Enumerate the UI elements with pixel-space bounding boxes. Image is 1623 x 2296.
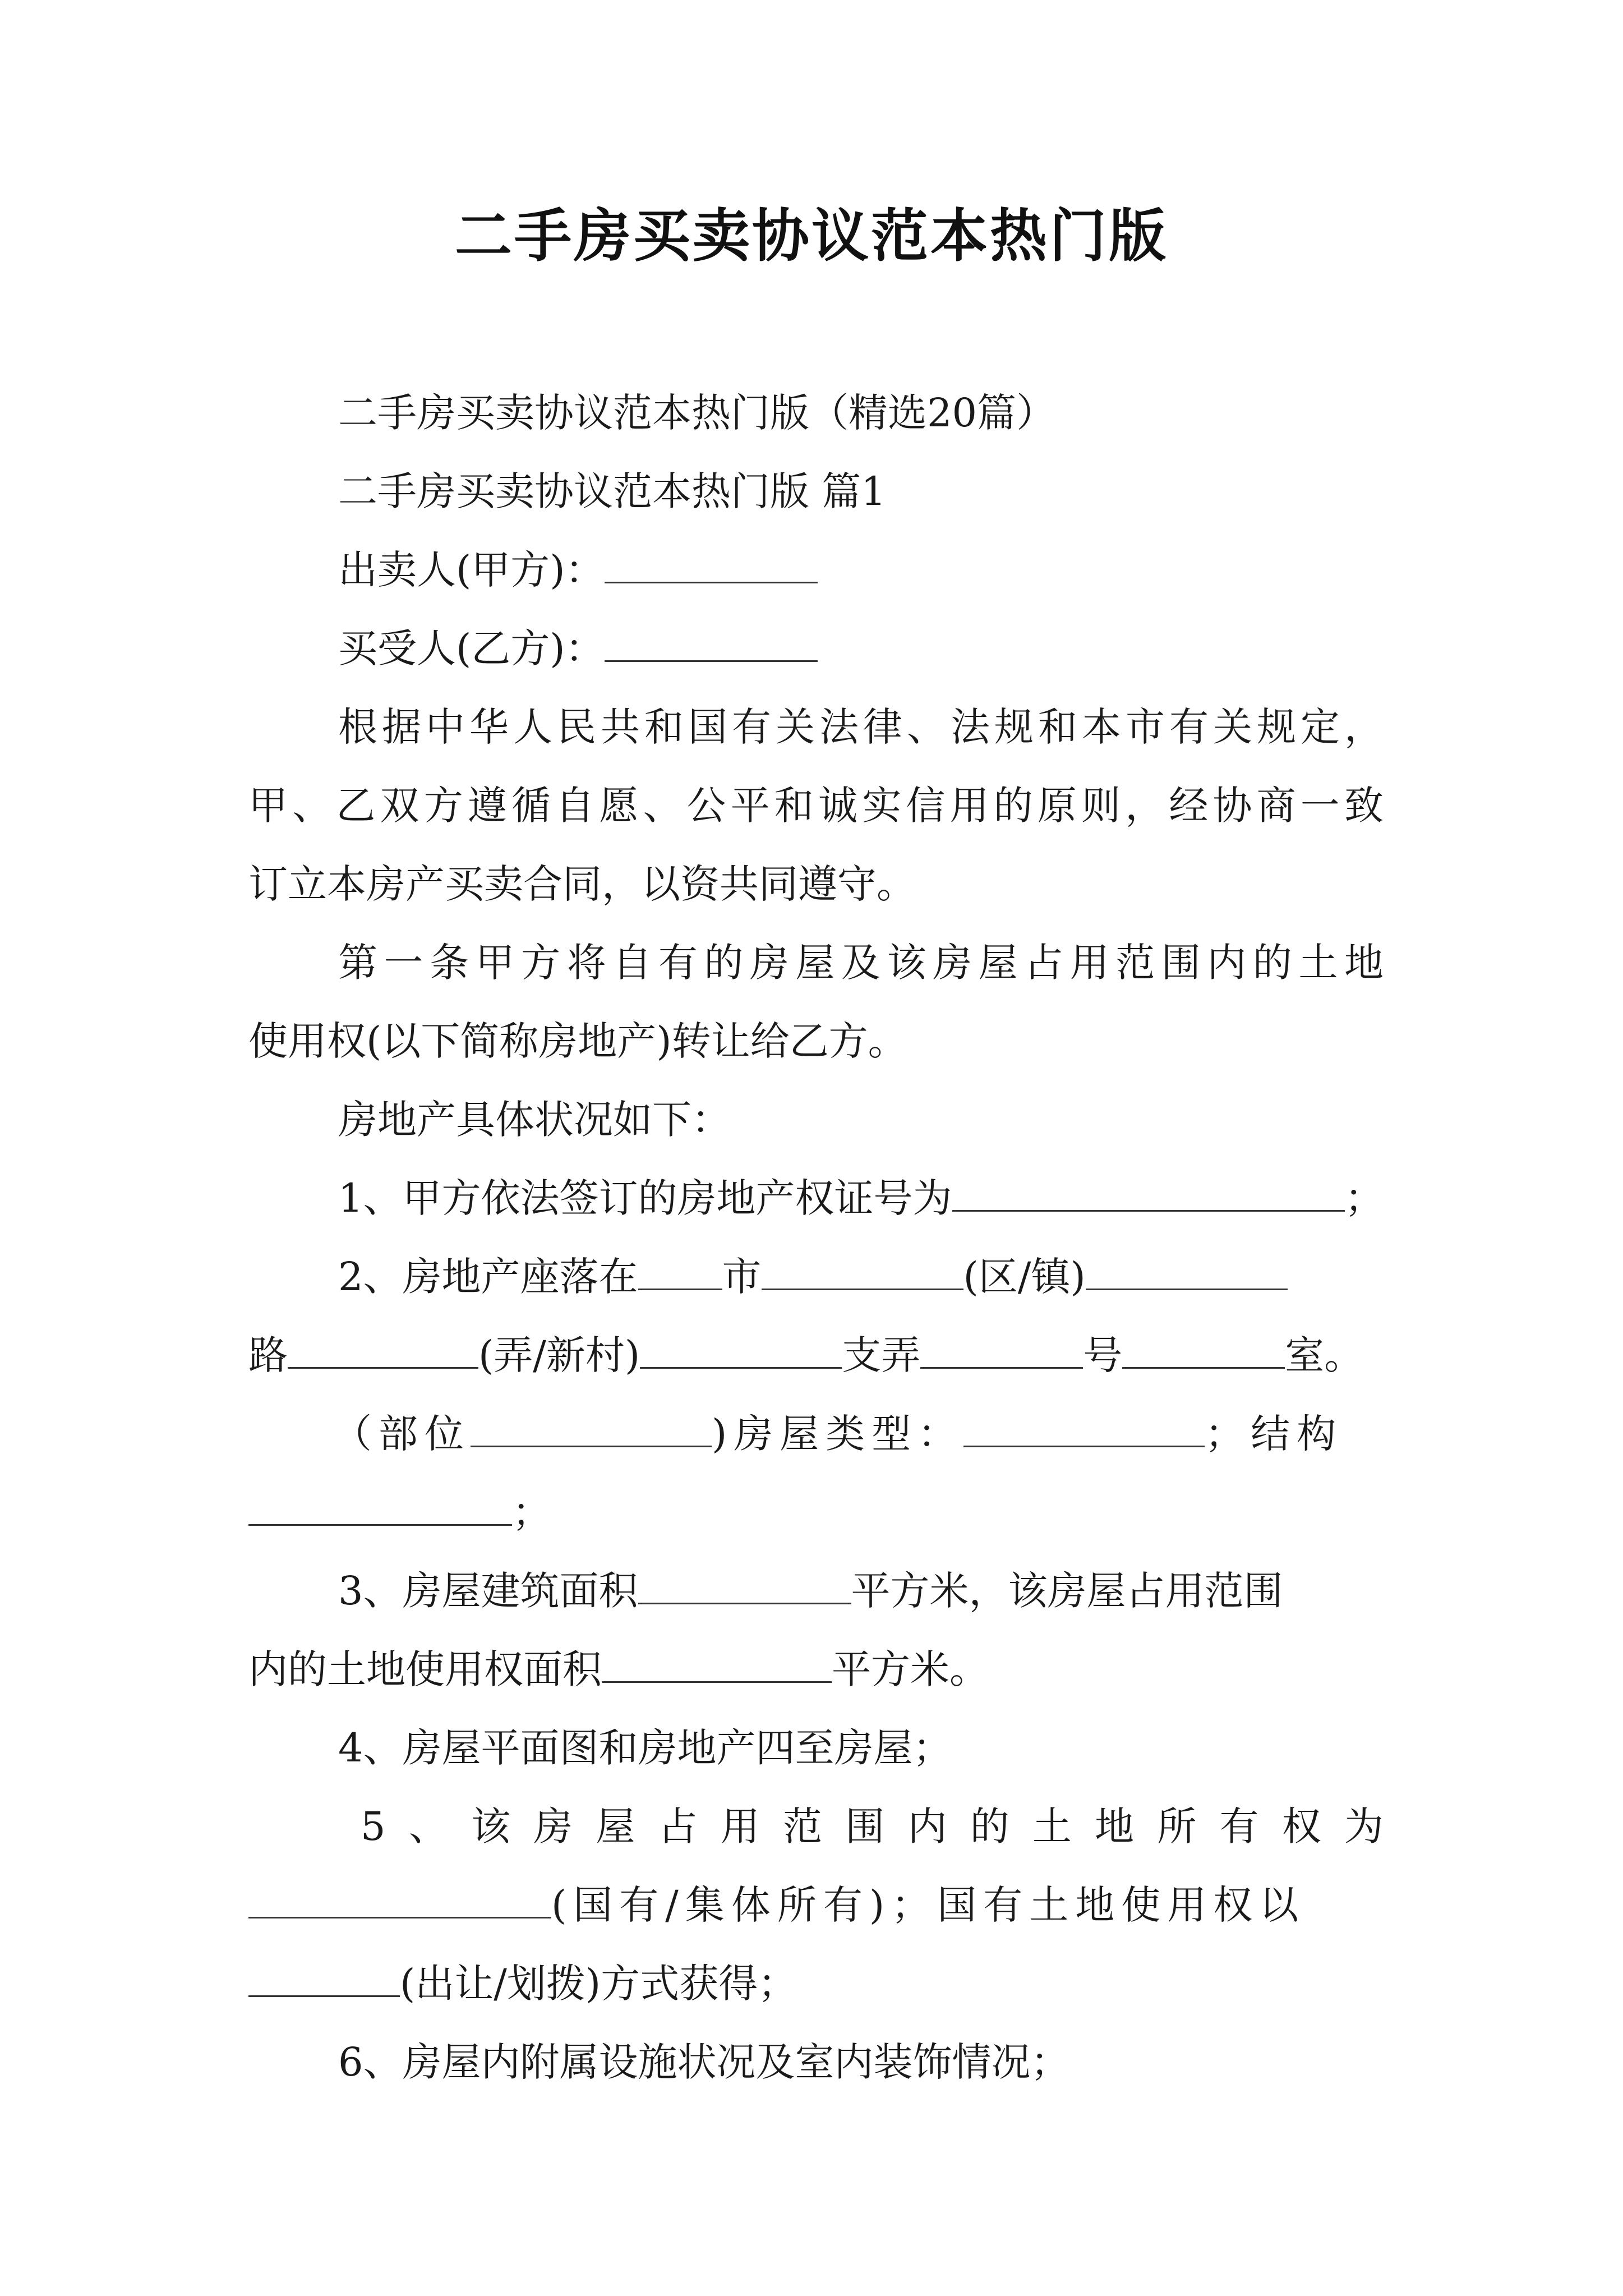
- preamble-line-1: 根据中华人民共和国有关法律、法规和本市有关规定，: [338, 704, 1384, 750]
- item2-end: ；: [512, 1489, 551, 1535]
- item3-mid: 平方米，该房屋占用范围: [851, 1568, 1283, 1614]
- item2-city: 市: [722, 1254, 762, 1300]
- item2-number: 号: [1083, 1332, 1123, 1378]
- seller-line: [248, 531, 1384, 609]
- article1-line-1: 第一条甲方将自有的房屋及该房屋占用范围内的土地: [338, 940, 1384, 986]
- road-blank: [288, 1332, 478, 1369]
- item2-prefix: 2、房地产座落在: [338, 1254, 638, 1300]
- item3-line-2: [248, 1630, 1384, 1709]
- item2-part-open: （部位: [333, 1411, 471, 1457]
- preamble-line-2: 甲、乙双方遵循自愿、公平和诚实信用的原则，经协商一致: [248, 783, 1384, 829]
- item2-line-1: [248, 1237, 1384, 1316]
- number-blank: [1122, 1332, 1285, 1369]
- item2-lane: (弄/新村): [478, 1332, 640, 1378]
- house-type-blank: [963, 1411, 1205, 1447]
- item5-line-1: 5、该房屋占用范围内的土地所有权为: [361, 1803, 1384, 1849]
- item2-district: (区/镇): [963, 1254, 1086, 1300]
- branch-lane-blank: [920, 1332, 1083, 1369]
- road-name-blank: [1086, 1254, 1288, 1290]
- method-blank: [248, 1961, 400, 1997]
- item3-prefix: 3、房屋建筑面积: [338, 1568, 638, 1614]
- deed-number-blank: [952, 1175, 1345, 1212]
- buyer-label: 买受人(乙方)：: [338, 625, 605, 671]
- item5-line-2: [248, 1866, 1384, 1944]
- seller-blank: [605, 547, 818, 583]
- article1-line-2: 使用权(以下简称房地产)转让给乙方。: [248, 1018, 907, 1064]
- item2-line-2: [248, 1316, 1384, 1395]
- item3-end: 平方米。: [832, 1646, 989, 1692]
- item5-ownership: (国有/集体所有)；国有土地使用权以: [551, 1882, 1306, 1928]
- item3-line2: 内的土地使用权面积: [248, 1646, 602, 1692]
- item2-structure: ；结构: [1205, 1411, 1343, 1457]
- chapter-heading: 二手房买卖协议范本热门版 篇1: [338, 468, 886, 514]
- item1-text: 1、甲方依法签订的房地产权证号为: [338, 1175, 952, 1221]
- building-area-blank: [638, 1568, 851, 1604]
- seller-label: 出卖人(甲方)：: [338, 547, 605, 593]
- land-area-blank: [602, 1646, 832, 1683]
- item1-end: ；: [1344, 1175, 1384, 1221]
- structure-blank: [248, 1489, 512, 1526]
- subtitle: 二手房买卖协议范本热门版（精选20篇）: [338, 390, 1056, 436]
- document-body: [248, 374, 1384, 2101]
- item2-road: 路: [248, 1332, 288, 1378]
- item2-part-close: )房屋类型：: [712, 1411, 964, 1457]
- item2-line-4: [248, 1473, 1384, 1552]
- ownership-blank: [248, 1882, 551, 1918]
- item5-method: (出让/划拨)方式获得；: [400, 1961, 797, 2007]
- item5-line-3: [248, 1944, 1384, 2023]
- district-blank: [762, 1254, 963, 1290]
- preamble-line-3: 订立本房产买卖合同，以资共同遵守。: [248, 861, 916, 907]
- item6-line: 6、房屋内附属设施状况及室内装饰情况；: [338, 2039, 1070, 2085]
- item2-branch-lane: 支弄: [842, 1332, 921, 1378]
- item2-line-3: [248, 1395, 1384, 1473]
- document-title: 二手房买卖协议范本热门版: [455, 203, 1168, 270]
- details-heading: 房地产具体状况如下：: [338, 1097, 731, 1143]
- item4-line: 4、房屋平面图和房地产四至房屋；: [338, 1725, 952, 1771]
- buyer-blank: [605, 625, 818, 662]
- part-blank: [471, 1411, 712, 1447]
- buyer-line: [248, 609, 1384, 688]
- item2-room: 室。: [1285, 1332, 1364, 1378]
- lane-blank: [640, 1332, 842, 1369]
- item3-line-1: [248, 1552, 1384, 1630]
- city-blank: [638, 1254, 722, 1290]
- item1-line: [248, 1159, 1384, 1237]
